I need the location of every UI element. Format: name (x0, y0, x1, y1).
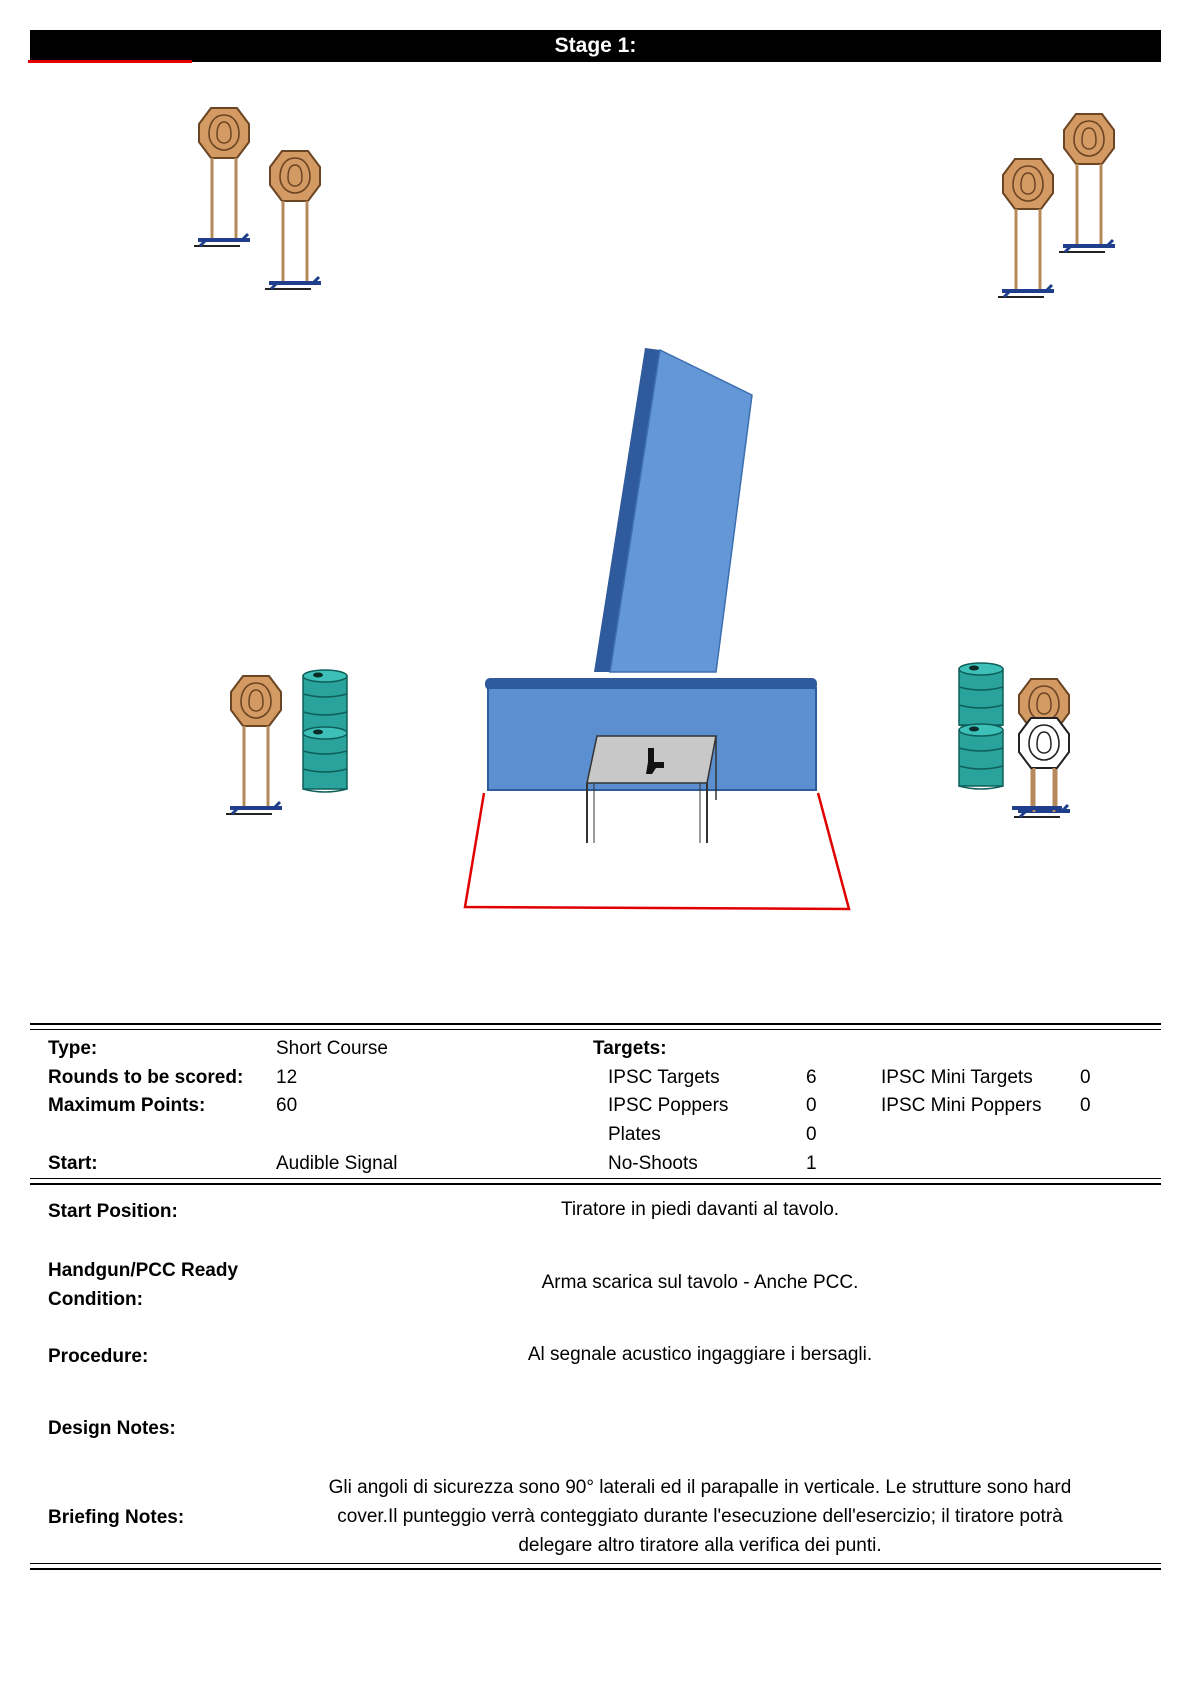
target-top-left-2 (265, 151, 321, 289)
start-position-value: Tiratore in piedi davanti al tavolo. (560, 1199, 840, 1220)
ipsc-mini-targets-label: IPSC Mini Targets (881, 1067, 1033, 1088)
procedure-value: Al segnale acustico ingaggiare i bersagli. (527, 1344, 873, 1365)
start-value: Audible Signal (276, 1153, 398, 1174)
info-table-bottom-rule (30, 1568, 1161, 1570)
rounds-label: Rounds to be scored: (48, 1067, 244, 1088)
plates-label: Plates (608, 1124, 661, 1145)
target-top-right-1 (1059, 114, 1115, 252)
info-table-mid-rule-inner (30, 1178, 1161, 1179)
no-shoot-target (1012, 718, 1069, 812)
target-mid-left (226, 676, 282, 814)
shooting-area-fault-line (465, 793, 849, 909)
info-table-mid-rule (30, 1183, 1161, 1185)
stage-title: Stage 1: (554, 34, 637, 57)
start-position-label: Start Position: (48, 1201, 178, 1222)
ready-condition-value: Arma scarica sul tavolo - Anche PCC. (541, 1272, 859, 1293)
type-label: Type: (48, 1038, 98, 1059)
briefing-notes-line3: delegare altro tiratore alla verifica dei punti. (518, 1535, 882, 1556)
tall-wall (594, 348, 752, 672)
briefing-notes-line2: cover.Il punteggio verrà conteggiato durante l'esecuzione dell'esercizio; il tiratore potrà (337, 1506, 1063, 1527)
briefing-notes-label: Briefing Notes: (48, 1507, 185, 1528)
max-points-label: Maximum Points: (48, 1095, 206, 1116)
no-shoots-label: No-Shoots (608, 1153, 698, 1174)
barrel-left-bottom (303, 727, 347, 792)
plates-value: 0 (806, 1124, 817, 1145)
stage-title-bar (30, 30, 1161, 62)
procedure-label: Procedure: (48, 1346, 149, 1367)
briefing-notes-line1: Gli angoli di sicurezza sono 90° laterali ed il parapalle in verticale. Le strutture sono hard (328, 1477, 1072, 1498)
target-top-right-2 (998, 159, 1054, 297)
info-table-top-rule (30, 1023, 1161, 1025)
no-shoots-value: 1 (806, 1153, 817, 1174)
max-points-value: 60 (276, 1095, 298, 1116)
ready-condition-label-line1: Handgun/PCC Ready (48, 1260, 239, 1281)
ipsc-mini-targets-value: 0 (1080, 1067, 1091, 1088)
start-label: Start: (48, 1153, 98, 1174)
info-table-bottom-rule-inner (30, 1563, 1161, 1564)
stage-diagram (0, 70, 1191, 1000)
design-notes-label: Design Notes: (48, 1418, 176, 1439)
info-table-top-rule-inner (30, 1029, 1161, 1030)
ipsc-poppers-label: IPSC Poppers (608, 1095, 729, 1116)
barrel-right-top (959, 663, 1003, 728)
ipsc-mini-poppers-label: IPSC Mini Poppers (881, 1095, 1042, 1116)
rounds-value: 12 (276, 1067, 298, 1088)
type-value: Short Course (276, 1038, 388, 1059)
ipsc-targets-value: 6 (806, 1067, 817, 1088)
target-top-left-1 (194, 108, 250, 246)
targets-heading: Targets: (593, 1038, 667, 1059)
ipsc-mini-poppers-value: 0 (1080, 1095, 1091, 1116)
barrel-right-bottom (959, 724, 1003, 789)
title-red-accent (28, 60, 192, 63)
barrel-left-top (303, 670, 347, 735)
ipsc-targets-label: IPSC Targets (608, 1067, 720, 1088)
ipsc-poppers-value: 0 (806, 1095, 817, 1116)
ready-condition-label-line2: Condition: (48, 1289, 143, 1310)
